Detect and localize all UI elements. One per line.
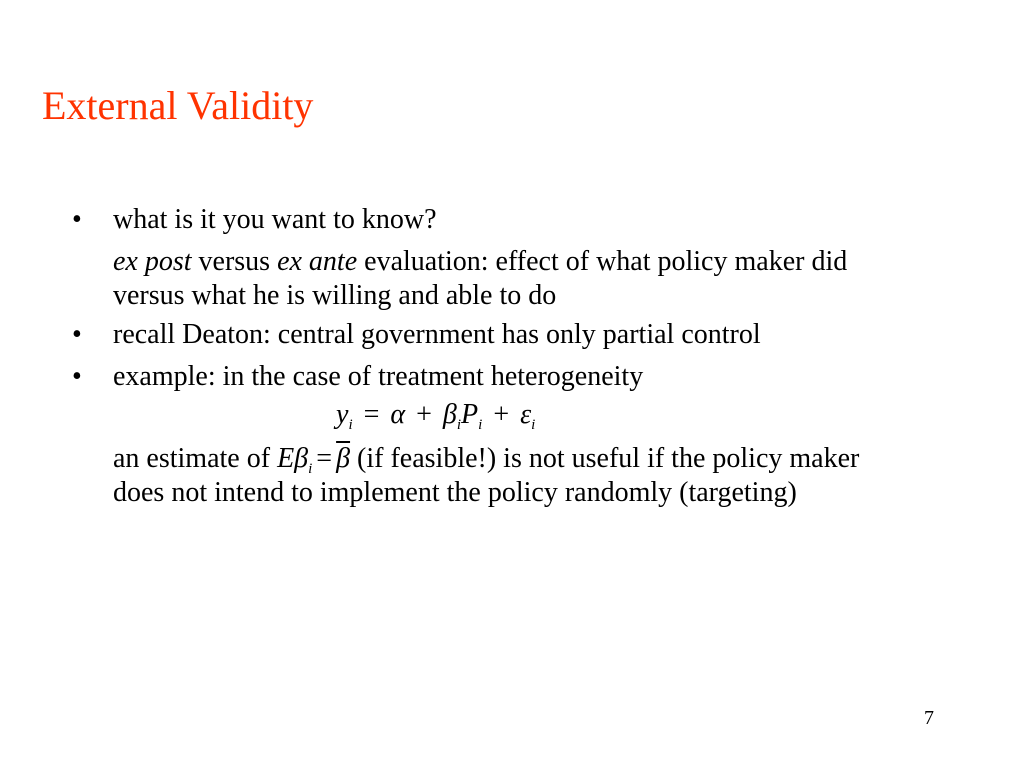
formula-alpha: α [390,399,406,430]
slide-title: External Validity [42,83,314,128]
formula-epsilon: ε [520,399,532,430]
formula-beta: β [442,399,457,430]
formula-equals: = [363,399,380,430]
bullet-item-deaton: recall Deaton: central government has only partial control [113,319,761,350]
bullet-marker: • [72,204,82,235]
formula-subscript: i [478,417,483,433]
bullet-item-example: example: in the case of treatment heterogeneity [113,361,644,392]
math-e: E [277,443,295,474]
estimate-paragraph [113,442,893,510]
formula-y: y [336,399,349,430]
bullet-item-what-to-know: what is it you want to know? [113,204,437,235]
formula-plus: + [416,399,432,430]
ex-post-ex-ante-paragraph [113,245,893,313]
formula-subscript: i [348,417,353,433]
page-number: 7 [924,707,934,729]
evaluation-text: evaluation: effect of what policy maker did versus what he is willing and able to do [113,246,848,311]
math-subscript: i [308,461,313,477]
ex-ante-term: ex ante [277,246,358,277]
bullet-marker: • [72,319,82,350]
estimate-rest-text: (if feasible!) is not useful if the policy maker does not intend to implement the policy randomly (targeting) [113,443,860,508]
heterogeneity-formula [336,398,535,432]
formula-subscript: i [531,417,536,433]
math-beta: β [294,443,309,474]
versus-text: versus [191,246,278,277]
formula-p: P [461,399,479,430]
math-beta-bar: $\overline{\beta}$ [336,443,351,474]
formula-plus: + [493,399,510,430]
formula-subscript: i [456,417,462,433]
bullet-marker: • [72,361,82,392]
expected-beta-math [277,443,351,477]
ex-post-term: ex post [113,246,192,277]
estimate-lead-text: an estimate of [113,443,278,474]
math-equals: = [316,443,333,474]
